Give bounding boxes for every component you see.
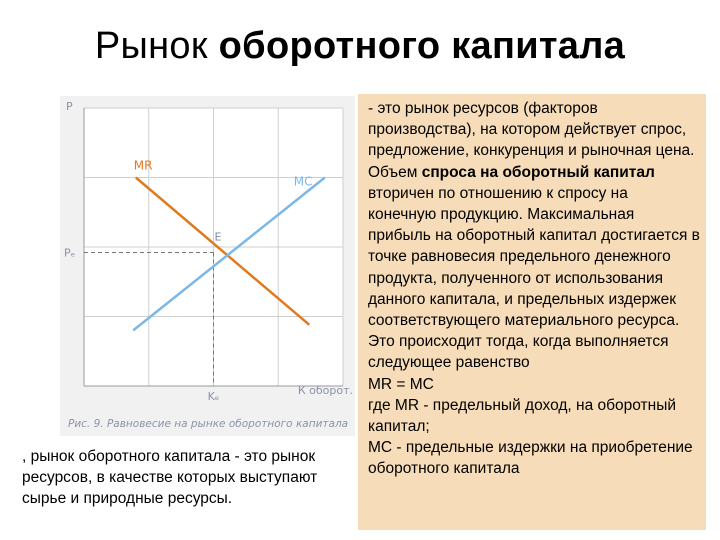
equilibrium-figure — [60, 96, 355, 436]
right-paragraph-1: - это рынок ресурсов (факторов производства), на котором действует спрос, предложение, конкуренция и рыночная цена. — [368, 100, 695, 160]
p2-rest: вторичен по отношению к спросу на конечную продукцию. Максимальная прибыль на оборотный капитал достигается в точке равновесия предельного денежного продукта, полученного от использования данного капитала, и предельных издержек соответствующего материального ресурса. Это происходит тогда, когда выполняется следующее равенство — [368, 184, 700, 372]
equilibrium-price-label: Pₑ — [64, 246, 76, 260]
right-equation: MR = MC — [368, 375, 434, 393]
right-text-panel — [358, 94, 706, 530]
series-label-mc: MC — [293, 174, 313, 189]
title-regular: Рынок — [94, 25, 219, 67]
series-label-mr: MR — [133, 158, 153, 173]
p2-bold: спроса на оборотный капитал — [421, 163, 655, 181]
right-paragraph-4: MC - предельные издержки на приобретение оборотного капитала — [368, 439, 693, 478]
equilibrium-chart — [60, 96, 355, 436]
y-axis-label: P — [66, 100, 73, 113]
right-text — [368, 98, 700, 480]
equilibrium-quantity-label: Kₑ — [207, 390, 220, 403]
right-paragraph-2 — [368, 162, 700, 374]
equilibrium-point-label: E — [214, 230, 222, 244]
right-paragraph-3: где MR - предельный доход, на оборотный капитал; — [368, 396, 677, 436]
x-axis-label: К оборот. — [297, 384, 353, 397]
title-bold: оборотного капитала — [218, 25, 626, 67]
slide-title — [0, 22, 720, 70]
figure-caption: Рис. 9. Равновесие на рынке оборотного капитала — [68, 418, 349, 430]
left-description: , рынок оборотного капитала - это рынок ресурсов, в качестве которых выступают сырье и природные ресурсы. — [22, 448, 318, 507]
p2-start: Объем — [368, 163, 422, 181]
